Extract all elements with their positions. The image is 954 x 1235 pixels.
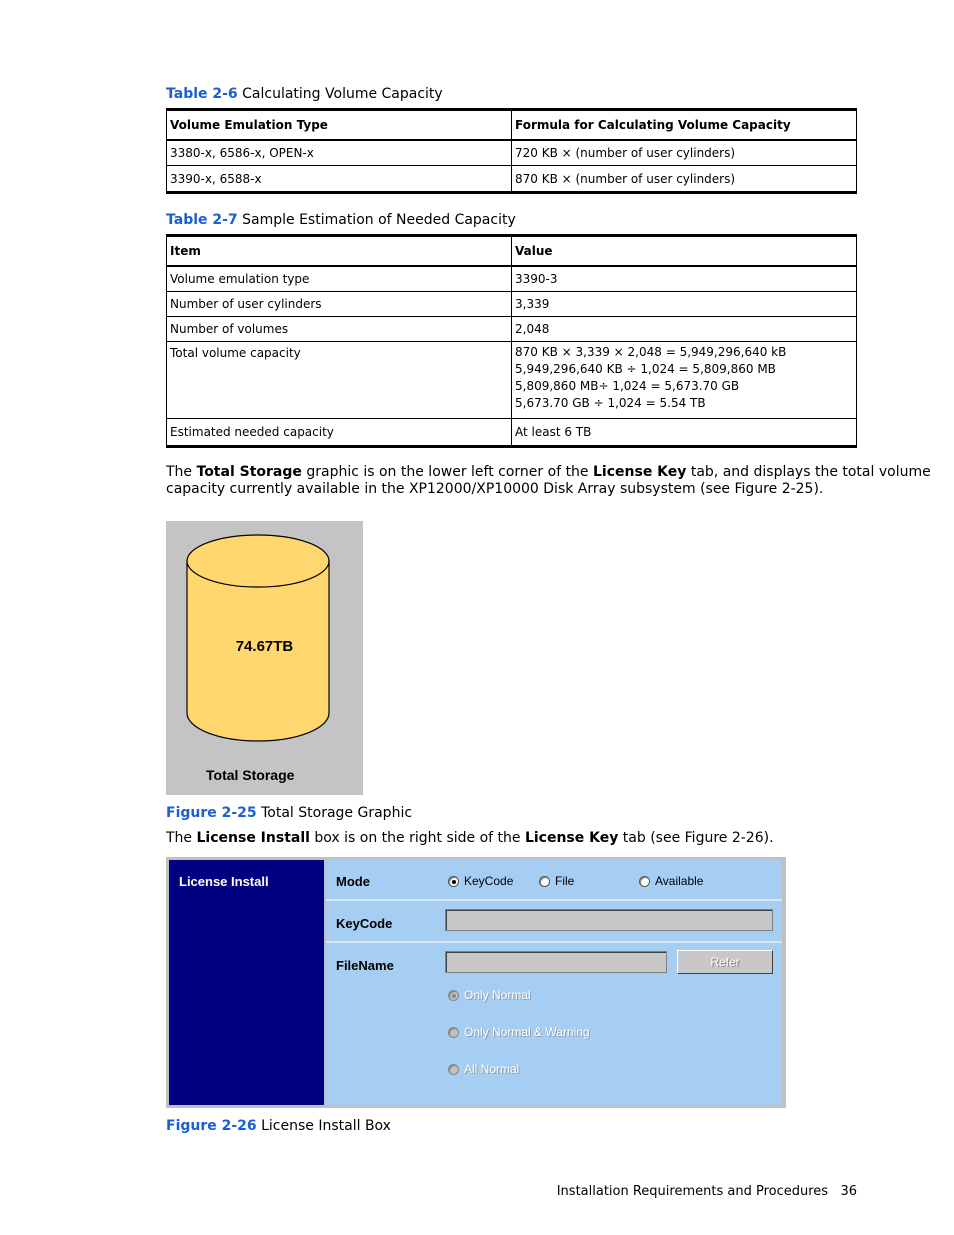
table-cell: Number of user cylinders bbox=[167, 292, 512, 317]
text: tab, and displays the total volume bbox=[686, 464, 931, 480]
license-install-panel bbox=[169, 860, 324, 1105]
keycode-input[interactable] bbox=[445, 909, 773, 931]
column-header: Formula for Calculating Volume Capacity bbox=[512, 110, 857, 140]
text: The bbox=[166, 830, 197, 846]
column-header: Value bbox=[512, 236, 857, 266]
divider bbox=[326, 941, 782, 943]
table-label: Table 2-6 bbox=[166, 86, 238, 102]
only-normal-warning-radio[interactable] bbox=[448, 1025, 590, 1039]
radio-icon bbox=[639, 876, 650, 887]
table-2-6 bbox=[166, 108, 857, 194]
table-2-6-caption bbox=[166, 86, 443, 102]
table-row bbox=[167, 317, 857, 342]
radio-label: All Normal bbox=[464, 1062, 520, 1076]
storage-cylinder-icon bbox=[166, 521, 363, 795]
bold-term: License Key bbox=[593, 464, 687, 480]
license-install-form bbox=[326, 860, 782, 1105]
text: tab (see Figure 2-26). bbox=[618, 830, 774, 846]
radio-label: KeyCode bbox=[464, 874, 514, 888]
license-install-box bbox=[166, 857, 786, 1108]
figure-title: License Install Box bbox=[256, 1118, 391, 1134]
bold-term: License Install bbox=[196, 830, 310, 846]
all-normal-radio[interactable] bbox=[448, 1062, 519, 1076]
table-cell: 3,339 bbox=[512, 292, 857, 317]
table-cell: Number of volumes bbox=[167, 317, 512, 342]
storage-value: 74.67TB bbox=[235, 638, 294, 655]
radio-icon bbox=[448, 1027, 459, 1038]
total-storage-graphic bbox=[166, 521, 363, 795]
radio-selected-icon bbox=[448, 876, 459, 887]
column-header: Volume Emulation Type bbox=[167, 110, 512, 140]
figure-2-25-caption bbox=[166, 805, 412, 821]
table-row bbox=[167, 266, 857, 292]
paragraph-total-storage bbox=[166, 464, 931, 498]
figure-title: Total Storage Graphic bbox=[256, 805, 413, 821]
storage-label: Total Storage bbox=[206, 767, 295, 783]
radio-label: File bbox=[555, 874, 575, 888]
table-cell: Volume emulation type bbox=[167, 266, 512, 292]
table-2-7-caption bbox=[166, 212, 516, 228]
divider bbox=[326, 899, 782, 901]
mode-label: Mode bbox=[336, 874, 370, 889]
figure-label: Figure 2-25 bbox=[166, 805, 257, 821]
bold-term: License Key bbox=[524, 830, 619, 846]
filename-label: FileName bbox=[336, 958, 394, 973]
radio-icon bbox=[448, 1064, 459, 1075]
mode-available-radio[interactable] bbox=[639, 874, 703, 888]
table-cell: Estimated needed capacity bbox=[167, 419, 512, 447]
mode-file-radio[interactable] bbox=[539, 874, 574, 888]
only-normal-radio[interactable] bbox=[448, 988, 531, 1002]
table-row bbox=[167, 140, 857, 166]
table-row bbox=[167, 292, 857, 317]
column-header: Item bbox=[167, 236, 512, 266]
keycode-label: KeyCode bbox=[336, 916, 393, 931]
table-cell: 3380-x, 6586-x, OPEN-x bbox=[167, 140, 512, 166]
table-cell: Total volume capacity bbox=[167, 342, 512, 419]
text: capacity currently available in the XP12000/XP10000 Disk Array subsystem (see Figure 2-25). bbox=[166, 481, 824, 497]
refer-button[interactable]: Refer bbox=[677, 950, 773, 974]
radio-selected-icon bbox=[448, 990, 459, 1001]
calc-line: 5,949,296,640 KB ÷ 1,024 = 5,809,860 MB bbox=[515, 362, 776, 376]
page-footer bbox=[557, 1184, 857, 1199]
text: graphic is on the lower left corner of the bbox=[301, 464, 593, 480]
radio-label: Only Normal & Warning bbox=[464, 1025, 590, 1039]
table-title: Calculating Volume Capacity bbox=[237, 86, 443, 102]
radio-label: Available bbox=[655, 874, 704, 888]
radio-icon bbox=[539, 876, 550, 887]
table-title: Sample Estimation of Needed Capacity bbox=[237, 212, 516, 228]
license-install-title: License Install bbox=[179, 874, 269, 889]
page-number: 36 bbox=[840, 1184, 857, 1199]
paragraph-license-install bbox=[166, 830, 774, 847]
figure-label: Figure 2-26 bbox=[166, 1118, 257, 1134]
filename-input[interactable] bbox=[445, 951, 667, 973]
footer-section: Installation Requirements and Procedures bbox=[556, 1184, 829, 1199]
table-cell: At least 6 TB bbox=[512, 419, 857, 447]
table-label: Table 2-7 bbox=[166, 212, 238, 228]
table-row bbox=[167, 419, 857, 447]
table-cell: 870 KB × (number of user cylinders) bbox=[512, 166, 857, 193]
figure-2-26-caption bbox=[166, 1118, 391, 1134]
table-cell: 2,048 bbox=[512, 317, 857, 342]
table-2-7 bbox=[166, 234, 857, 448]
table-cell: 3390-3 bbox=[512, 266, 857, 292]
table-cell-multiline bbox=[512, 342, 857, 419]
bold-term: Total Storage bbox=[196, 464, 302, 480]
table-row bbox=[167, 166, 857, 193]
calc-line: 5,673.70 GB ÷ 1,024 = 5.54 TB bbox=[515, 396, 706, 410]
calc-line: 870 KB × 3,339 × 2,048 = 5,949,296,640 kB bbox=[515, 345, 787, 359]
table-cell: 3390-x, 6588-x bbox=[167, 166, 512, 193]
table-row bbox=[167, 342, 857, 419]
text: box is on the right side of the bbox=[309, 830, 525, 846]
radio-label: Only Normal bbox=[464, 988, 531, 1002]
calc-line: 5,809,860 MB÷ 1,024 = 5,673.70 GB bbox=[515, 379, 740, 393]
table-cell: 720 KB × (number of user cylinders) bbox=[512, 140, 857, 166]
mode-keycode-radio[interactable] bbox=[448, 874, 513, 888]
text: The bbox=[166, 464, 197, 480]
